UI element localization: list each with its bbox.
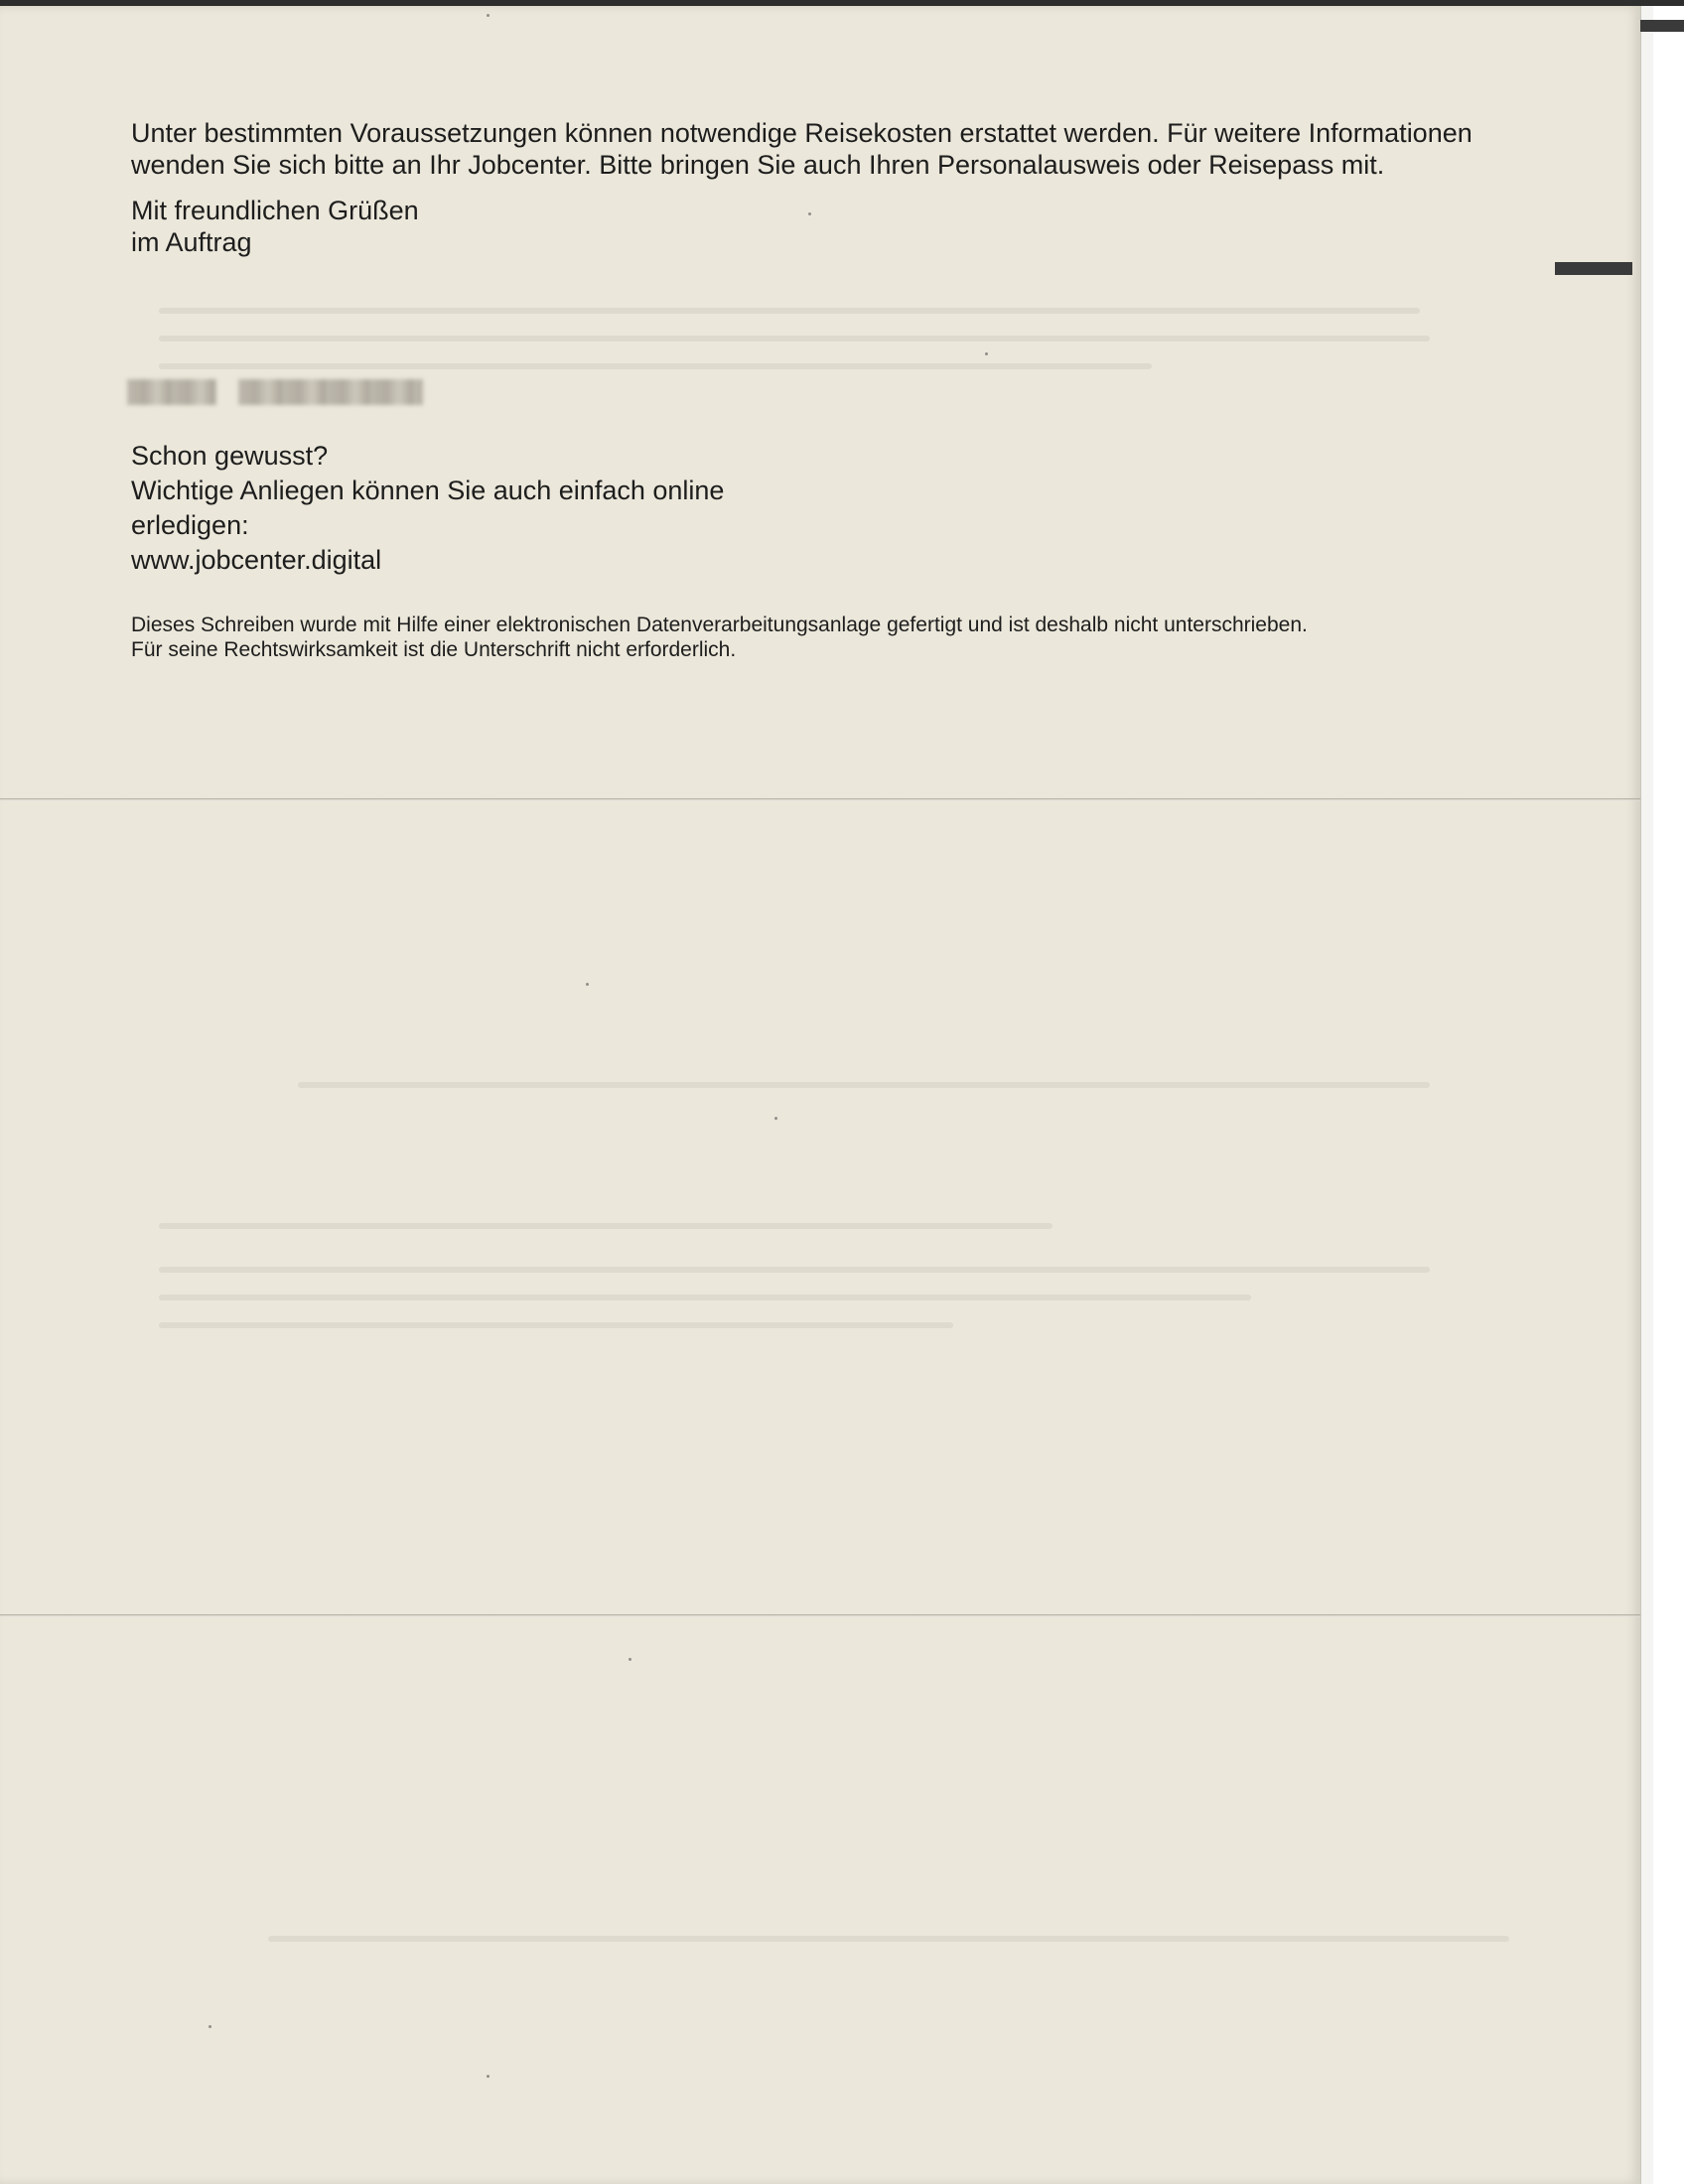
- paper-speck: [487, 2075, 490, 2078]
- hint-text-line: Wichtige Anliegen können Sie auch einfach online: [131, 476, 725, 505]
- hint-text-line: erledigen:: [131, 510, 249, 540]
- bleed-through-line: [159, 1322, 953, 1328]
- hint-url: www.jobcenter.digital: [131, 545, 382, 575]
- legal-footnote: [131, 613, 1591, 662]
- fold-mark: [1555, 262, 1632, 275]
- letter-body: [131, 117, 1541, 258]
- paper-fold-upper: [0, 798, 1640, 801]
- reimbursement-paragraph: Unter bestimmten Voraussetzungen können notwendige Reisekosten erstattet werden. Für weitere Informationen wenden Sie sich bitte an Ihr Jobcenter. Bitte bringen Sie auch Ihren Personalausweis oder Reisepass mit.: [131, 118, 1473, 180]
- footnote-line: Dieses Schreiben wurde mit Hilfe einer elektronischen Datenverarbeitungsanlage gefertigt und ist deshalb nicht unterschrieben.: [131, 614, 1308, 636]
- paper-speck: [629, 1658, 632, 1661]
- redacted-name-part-1: [127, 379, 216, 405]
- closing-on-behalf: im Auftrag: [131, 227, 252, 257]
- bleed-through-line: [159, 1295, 1251, 1300]
- paper-speck: [586, 983, 589, 986]
- bleed-through-line: [159, 336, 1430, 341]
- redacted-name-part-2: [238, 379, 423, 405]
- paper-sheet: [0, 6, 1640, 2184]
- bleed-through-line: [268, 1936, 1509, 1942]
- paper-speck: [487, 14, 490, 17]
- closing-greeting: Mit freundlichen Grüßen: [131, 196, 419, 225]
- bleed-through-line: [159, 308, 1420, 314]
- closing-block: [131, 195, 1541, 258]
- bleed-through-line: [298, 1082, 1430, 1088]
- online-hint-block: [131, 439, 724, 578]
- bleed-through-line: [159, 1223, 1052, 1229]
- footnote-line: Für seine Rechtswirksamkeit ist die Unterschrift nicht erforderlich.: [131, 638, 737, 661]
- paper-fold-lower: [0, 1614, 1640, 1617]
- paper-speck: [209, 2025, 211, 2028]
- paper-speck: [774, 1117, 777, 1120]
- paper-speck: [808, 212, 811, 215]
- bleed-through-line: [159, 363, 1152, 369]
- scanner-corner-shadow: [1640, 20, 1684, 32]
- scanner-right-margin: [1640, 6, 1653, 2184]
- bleed-through-line: [159, 1267, 1430, 1273]
- hint-heading: Schon gewusst?: [131, 441, 329, 471]
- paper-speck: [985, 352, 988, 355]
